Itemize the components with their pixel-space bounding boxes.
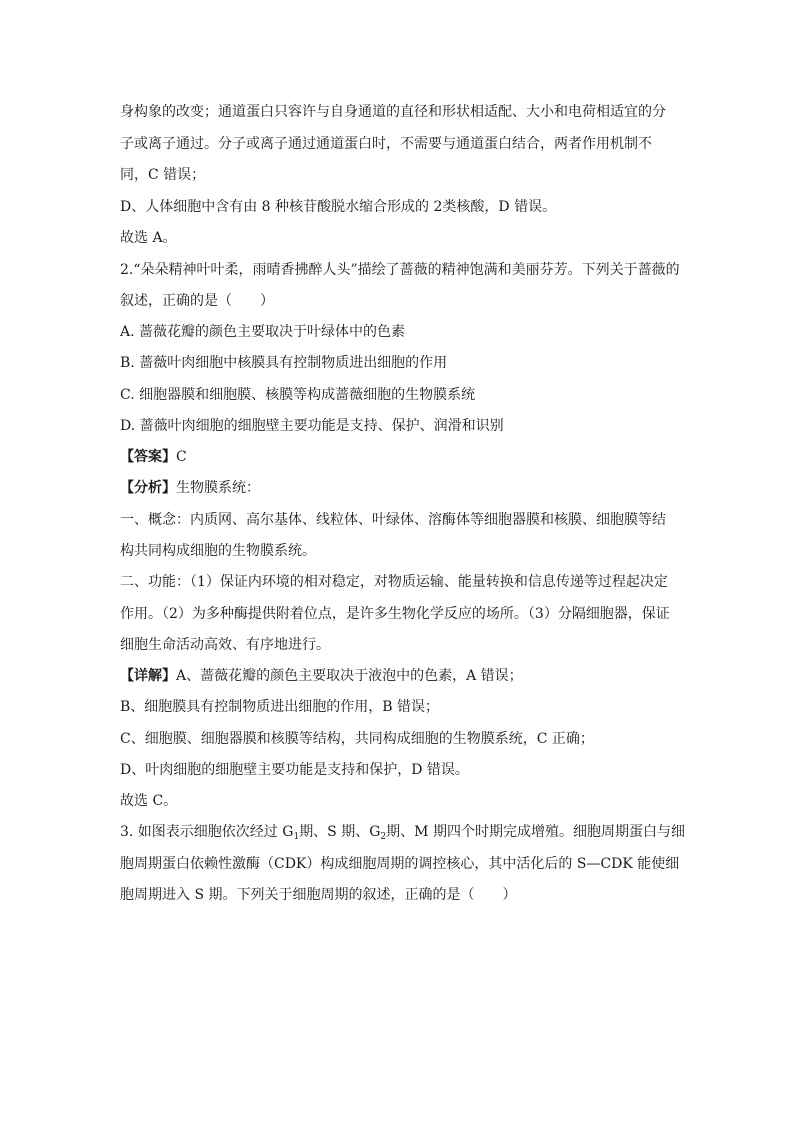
text-line: 子或离子通过。分子或离子通过通道蛋白时，不需要与通道蛋白结合，两者作用机制不 [120,136,652,152]
question-2-stem: 2.“朵朵精神叶叶柔，雨晴香拂醉人头”描绘了蔷薇的精神饱满和美丽芬芳。下列关于蔷薇的 [120,262,680,278]
answer-conclusion: 故选 C。 [120,793,178,809]
question-3-stem [120,822,685,842]
option-d-explanation: D、人体细胞中含有由 8 种核苷酸脱水缩合形成的 2类核酸，D 错误。 [120,199,557,215]
question-3-stem-cont: 胞周期蛋白依赖性激酶（CDK）构成细胞周期的调控核心，其中活化后的 S—CDK 能使细 [120,856,680,872]
analysis-concept: 一、概念：内质网、高尔基体、线粒体、叶绿体、溶酶体等细胞器膜和核膜、细胞膜等结 [120,512,666,528]
q3-text-part: 期、S 期、G [299,824,381,840]
analysis-tag: 【分析】 [120,480,176,496]
detail-line-d: D、叶肉细胞的细胞壁主要功能是支持和保护，D 错误。 [120,762,469,778]
question-2-option-c: C. 细胞器膜和细胞膜、核膜等构成蔷薇细胞的生物膜系统 [120,387,476,403]
q3-subscript: 2 [380,832,387,842]
question-2-option-b: B. 蔷薇叶肉细胞中核膜具有控制物质进出细胞的作用 [120,355,448,371]
analysis-function: 二、功能：（1）保证内环境的相对稳定，对物质运输、能量转换和信息传递等过程起决定 [120,574,668,590]
analysis-function-cont: 细胞生命活动高效、有序地进行。 [120,637,330,653]
text-line: 身构象的改变；通道蛋白只容许与自身通道的直径和形状相适配、大小和电荷相适宜的分 [120,104,666,120]
q3-text-part: 期、M 期四个时期完成增殖。细胞周期蛋白与细 [386,824,685,840]
question-2-stem-cont: 叙述，正确的是（ ） [120,293,274,309]
text-line: 同，C 错误； [120,167,206,183]
question-2-option-a: A. 蔷薇花瓣的颜色主要取决于叶绿体中的色素 [120,324,406,340]
q3-text-part: 3. 如图表示细胞依次经过 G [120,824,294,840]
detail-tag: 【详解】 [120,668,176,684]
detail-line-b: B、细胞膜具有控制物质进出细胞的作用，B 错误； [120,699,440,715]
detail-a-text: A、蔷薇花瓣的颜色主要取决于液泡中的色素，A 错误； [176,668,523,684]
question-2-option-d: D. 蔷薇叶肉细胞的细胞壁主要功能是支持、保护、润滑和识别 [120,418,504,434]
answer-conclusion: 故选 A。 [120,230,177,246]
question-3-stem-cont: 胞周期进入 S 期。下列关于细胞周期的叙述，正确的是（ ） [120,887,517,903]
answer-value: C [176,449,187,465]
answer-line [120,447,187,467]
q3-subscript: 1 [293,832,300,842]
answer-tag: 【答案】 [120,449,176,465]
analysis-line [120,478,260,498]
detail-line-c: C、细胞膜、细胞器膜和核膜等结构，共同构成细胞的生物膜系统，C 正确； [120,731,594,747]
analysis-function-cont: 作用。（2）为多种酶提供附着位点，是许多生物化学反应的场所。（3）分隔细胞器，保证 [120,606,670,622]
analysis-concept-cont: 构共同构成细胞的生物膜系统。 [120,543,316,559]
detail-line-a [120,666,523,686]
analysis-heading: 生物膜系统： [176,480,260,496]
